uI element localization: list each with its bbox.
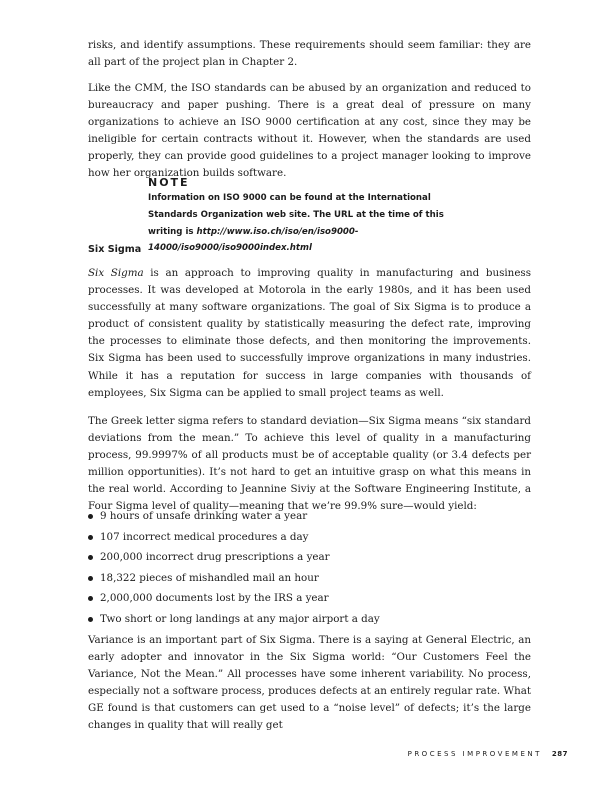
- section-heading: Six Sigma: [88, 244, 142, 255]
- bullet-icon: [88, 576, 93, 581]
- list-item: [88, 547, 531, 568]
- note-url[interactable]: http://www.iso.ch/iso/en/iso9000-14000/iso9000/iso9000index.html: [148, 226, 359, 254]
- note-callout: [148, 176, 478, 257]
- paragraph-text: [88, 265, 531, 402]
- paragraph-variance: [88, 632, 531, 735]
- list-item: [88, 588, 531, 609]
- page-footer: [408, 750, 568, 758]
- list-item: [88, 568, 531, 589]
- bullet-icon: [88, 596, 93, 601]
- note-text: [148, 190, 478, 257]
- paragraph-six-sigma-intro: [88, 265, 531, 402]
- paragraph-text: Like the CMM, the ISO standards can be abused by an organization and reduced to bureaucracy and paper pushing. There is a great deal of pressure on many organizations to achieve an ISO 9000 certification at any cost, since they may be ineligible for certain contracts without it. However, when the standards are used properly, they can provide good guidelines to a project manager looking to improve how her organization builds software.: [88, 82, 531, 180]
- bullet-icon: [88, 617, 93, 622]
- list-item-text: 200,000 incorrect drug prescriptions a year: [100, 551, 330, 564]
- note-title: NOTE: [148, 176, 190, 189]
- bullet-icon: [88, 555, 93, 560]
- note-body: Information on ISO 9000 can be found at the International Standards Organization web site. The URL at the time of this writing is: [148, 193, 444, 237]
- four-sigma-list: [88, 506, 531, 630]
- bullet-icon: [88, 514, 93, 519]
- list-item-text: 18,322 pieces of mishandled mail an hour: [100, 571, 319, 584]
- paragraph-intro: [88, 37, 531, 71]
- paragraph-iso-abuse: [88, 80, 531, 183]
- paragraph-greek-sigma: [88, 413, 531, 516]
- paragraph-text: Variance is an important part of Six Sigma. There is a saying at General Electric, an early adopter and innovator in the Six Sigma world: “Our Customers Feel the Variance, Not the Mean.” All processes have some inherent variability. No process, especially not a software process, produces defects at an entirely regular rate. What GE found is that customers can get used to a “noise level” of defects; it’s the large changes in quality that will really get: [88, 634, 531, 732]
- list-item-text: 9 hours of unsafe drinking water a year: [100, 510, 308, 522]
- paragraph-text: risks, and identify assumptions. These requirements should seem familiar: they are all part of the project plan in Chapter 2.: [88, 39, 531, 69]
- list-item: [88, 527, 531, 548]
- defined-term: Six Sigma: [88, 267, 144, 279]
- list-item-text: 107 incorrect medical procedures a day: [100, 530, 309, 543]
- bullet-icon: [88, 535, 93, 540]
- page-number: 287: [551, 750, 568, 758]
- list-item: [88, 506, 531, 527]
- paragraph-body: is an approach to improving quality in manufacturing and business processes. It was developed at Motorola in the early 1980s, and it has been used successfully at many software organizations. The goal of Six Sigma is to produce a product of consistent quality by statistically measuring the defect rate, improving the processes to eliminate those defects, and then monitoring the improvements. Six Sigma has been used to successfully improve organizations in many industries. While it has a reputation for success in large companies with thousands of employees, Six Sigma can be applied to small project teams as well.: [88, 267, 531, 399]
- list-item-text: Two short or long landings at any major airport a day: [100, 612, 380, 625]
- list-item-text: 2,000,000 documents lost by the IRS a year: [100, 592, 329, 605]
- paragraph-text: The Greek letter sigma refers to standard deviation—Six Sigma means “six standard deviations from the mean.” To achieve this level of quality in a manufacturing process, 99.9997% of all products must be of acceptable quality (or 3.4 defects per million opportunities). It’s not hard to get an intuitive grasp on what this means in the real world. According to Jeannine Siviy at the Software Engineering Institute, a Four Sigma level of quality—meaning that we’re 99.9% sure—would yield:: [88, 415, 531, 513]
- running-head: PROCESS IMPROVEMENT: [407, 750, 542, 758]
- list-item: [88, 609, 531, 630]
